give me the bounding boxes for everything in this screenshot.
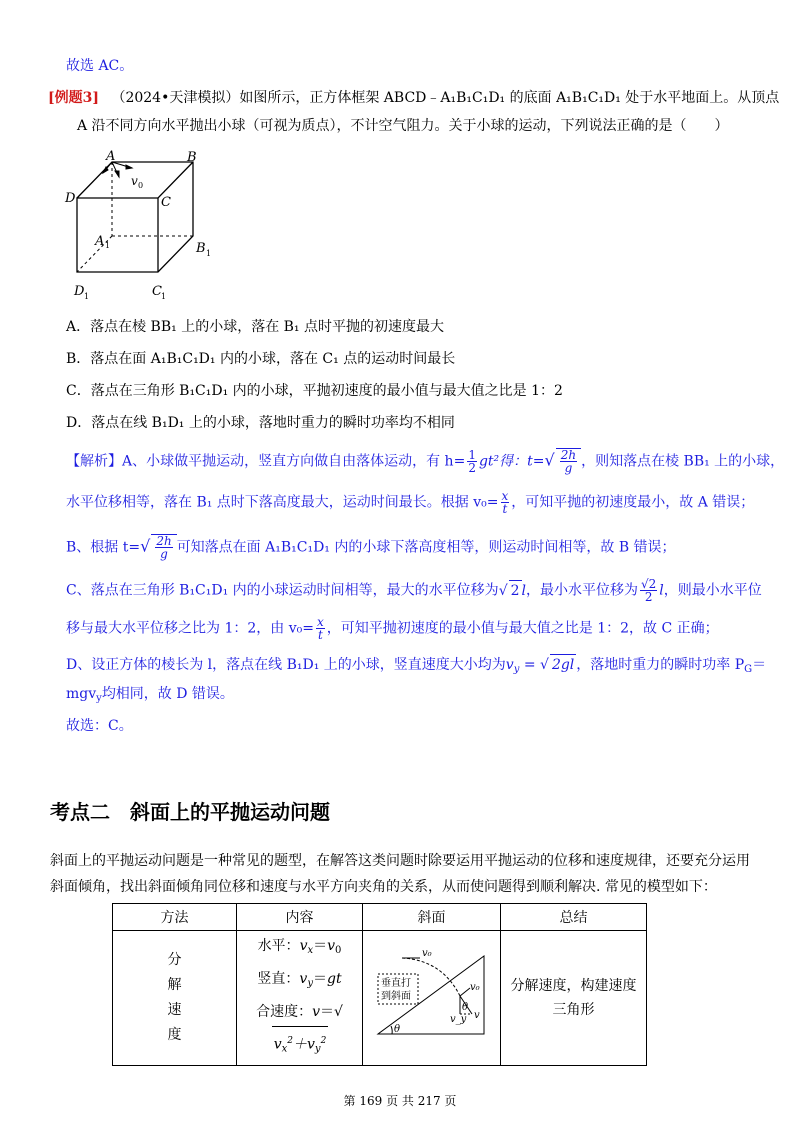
- header-summary: 总结: [501, 904, 647, 931]
- option-c: C．落点在三角形 B₁C₁D₁ 内的小球，平抛初速度的最小值与最大值之比是 1：2: [66, 383, 563, 399]
- cell-content: 水平：$v_x=v_0$ 竖直：$v_y=gt$ 合速度：$v=√v_x^2+v_y^2$: [237, 931, 363, 1066]
- label-A1: A: [95, 234, 105, 249]
- page-footer: 第 169 页 共 217 页: [343, 1094, 457, 1108]
- section-para-2: 斜面倾角，找出斜面倾角同位移和速度与水平方向夹角的关系，从而使问题得到顺利解决. 常见的模型如下：: [50, 879, 717, 895]
- option-d: D．落点在线 B₁D₁ 上的小球，落地时重力的瞬时功率均不相同: [66, 415, 455, 431]
- analysis-line-4: C、落点在三角形 B₁C₁D₁ 内的小球运动时间相等，最大的水平位移为√ 2 l，最小水平位移为 $\frac{√2}{2}$ l，则最小水平位: [66, 577, 762, 604]
- analysis-line-2: 水平位移相等，落在 B₁ 点时下落高度最大，运动时间最长。根据 v₀= $\frac{x}{t}$ ，可知平抛的初速度最小，故 A 错误；: [66, 489, 755, 516]
- example-stem-2: A 沿不同方向水平抛出小球（可视为质点），不计空气阻力。关于小球的运动，下列说法正确的是（ ）: [77, 118, 729, 134]
- incline-note-1: 垂直打: [380, 977, 411, 989]
- cube-diagram: [62, 148, 222, 306]
- analysis-line-7: mgv$_y$均相同，故 D 错误。: [66, 686, 234, 704]
- label-B1: B: [196, 241, 206, 256]
- sub-B1: 1: [206, 249, 212, 258]
- label-D1: D: [74, 284, 85, 299]
- cell-summary: 分解速度，构建速度 三角形: [501, 931, 647, 1066]
- cell-incline: [363, 931, 501, 1066]
- incline-note-2: 到斜面: [380, 990, 411, 1002]
- sub-C1: 1: [161, 292, 167, 301]
- analysis-conclusion: 故选：C。: [66, 718, 133, 734]
- label-A: A: [106, 149, 116, 164]
- svg-text:θ: θ: [461, 1001, 468, 1013]
- sub-D1: 1: [84, 292, 90, 301]
- example-line-1: [48, 88, 779, 108]
- incline-diagram: [372, 948, 492, 1044]
- table-row: [113, 931, 647, 1066]
- model-table: [112, 903, 647, 1066]
- section-para-1: 斜面上的平抛运动问题是一种常见的题型，在解答这类问题时除要运用平抛运动的位移和速度规律，还要充分运用: [50, 853, 750, 869]
- svg-text:v_y: v_y: [449, 1013, 466, 1025]
- label-B: B: [187, 150, 197, 165]
- svg-text:v₀: v₀: [469, 981, 480, 993]
- svg-text:v₀: v₀: [421, 947, 432, 959]
- analysis-line-3: B、根据 t=√ $\frac{2h}{g}$ 可知落点在面 A₁B₁C₁D₁ 内的小球下落高度相等，则运动时间相等，故 B 错误；: [66, 534, 676, 561]
- sub-A1: 1: [105, 241, 111, 250]
- header-method: 方法: [113, 904, 237, 931]
- option-a: A．落点在棱 BB₁ 上的小球，落在 B₁ 点时平抛的初速度最大: [66, 319, 444, 335]
- label-v0: v: [131, 174, 138, 188]
- analysis-line-1: 【解析】A、小球做平抛运动，竖直方向做自由落体运动，有 h= $\frac{1}{2}$ gt²得：t=√ $\frac{2h}{g}$ ，则知落点在棱 BB₁ 上的小球，: [66, 448, 785, 475]
- sub-v0: 0: [138, 181, 144, 190]
- svg-text:θ: θ: [393, 1023, 400, 1035]
- section-title: 考点二 斜面上的平抛运动问题: [50, 800, 330, 824]
- svg-text:v: v: [473, 1009, 480, 1021]
- example-tag: [例题3]: [48, 90, 99, 106]
- table-header-row: [113, 904, 647, 931]
- top-answer: 故选 AC。: [66, 58, 134, 74]
- header-content: 内容: [237, 904, 363, 931]
- option-b: B．落点在面 A₁B₁C₁D₁ 内的小球，落在 C₁ 点的运动时间最长: [66, 351, 456, 367]
- example-stem-1: （2024•天津模拟）如图所示，正方体框架 ABCD﹣A₁B₁C₁D₁ 的底面 A₁B₁C₁D₁ 处于水平地面上。从顶点: [111, 90, 780, 106]
- header-incline: 斜面: [363, 904, 501, 931]
- label-C: C: [161, 195, 171, 210]
- cell-method: 分 解 速 度: [113, 931, 237, 1066]
- label-C1: C: [152, 284, 162, 299]
- analysis-line-5: 移与最大水平位移之比为 1：2，由 v₀= $\frac{x}{t}$ ，可知平抛初速度的最小值与最大值之比是 1：2，故 C 正确；: [66, 615, 719, 642]
- analysis-line-6: D、设正方体的棱长为 l，落点在线 B₁D₁ 上的小球，竖直速度大小均为$v_y$ = √ 2gl ，落地时重力的瞬时功率 $P_G=$: [66, 654, 766, 680]
- label-D: D: [65, 191, 76, 206]
